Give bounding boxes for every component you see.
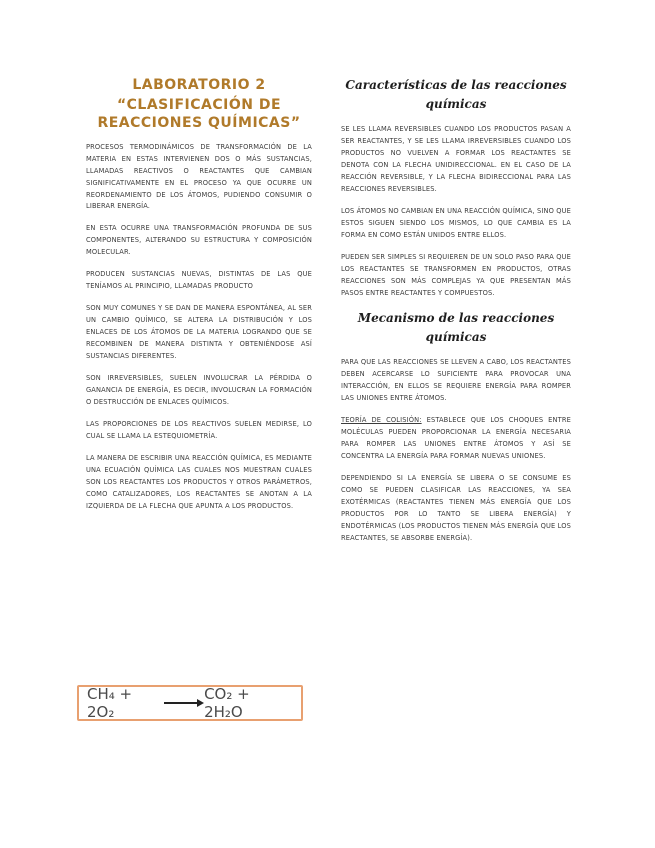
- lab-title: LABORATORIO 2: [132, 77, 266, 93]
- collision-theory-text: ESTABLECE QUE LOS CHOQUES ENTRE MOLÉCULAS PUEDEN PROPORCIONAR LA ENERGÍA NECESARIA PARA ROMPER LAS UNIONES ENTRE ÁTOMOS Y ASÍ SE CONCENTRA LA ENERGÍA PARA FORMAR NUEVAS UNIONES.: [341, 415, 571, 461]
- left-paragraph-4: SON MUY COMUNES Y SE DAN DE MANERA ESPONTÁNEA, AL SER UN CAMBIO QUÍMICO, SE ALTERA LA DISTRIBUCIÓN Y LOS ENLACES DE LOS ÁTOMOS DE LA MATERIA LOGRANDO QUE SE RECOMBINEN DE MANERA DISTINTA Y OBTENIÉNDOSE ASÍ SUSTANCIAS DIFERENTES.: [86, 303, 312, 361]
- collision-theory-lead: TEORÍA DE COLISIÓN:: [341, 415, 422, 425]
- left-column: [86, 76, 312, 522]
- right-paragraph-2: LOS ÁTOMOS NO CAMBIAN EN UNA REACCIÓN QUÍMICA, SINO QUE ESTOS SIGUEN SIENDO LOS MISMOS, LO QUE CAMBIA ES LA FORMA EN COMO ESTÁN UNIDOS ENTRE ELLOS.: [341, 206, 571, 240]
- reaction-arrow-icon: [164, 698, 204, 708]
- lab-subtitle: “CLASIFICACIÓN DE REACCIONES QUÍMICAS”: [97, 97, 301, 132]
- equation-reactants: CH₄ + 2O₂: [87, 685, 133, 721]
- right-paragraph-6: DEPENDIENDO SI LA ENERGÍA SE LIBERA O SE CONSUME ES COMO SE PUEDEN CLASIFICAR LAS REACCIONES, YA SEA EXOTÉRMICAS (REACTANTES TIENEN MÁS ENERGÍA QUE LOS PRODUCTOS POR LO TANTO SE LIBERA ENERGÍA) Y ENDOTÉRMICAS (LOS PRODUCTOS TIENEN MÁS ENERGÍA QUE LOS REACTANTES, SE ABSORBE ENERGÍA).: [341, 473, 571, 542]
- chemical-equation-box: [77, 685, 303, 721]
- right-paragraph-1: SE LES LLAMA REVERSIBLES CUANDO LOS PRODUCTOS PASAN A SER REACTANTES, Y SE LES LLAMA IRREVERSIBLES CUANDO LOS PRODUCTOS NO VUELVEN A FORMAR LOS REACTANTES SE DENOTA CON LA FLECHA UNIDIRECCIONAL. EN EL CASO DE LA REACCIÓN REVERSIBLE, Y LA FLECHA BIDIRECCIONAL PARA LAS REACCIONES REVERSIBLES.: [341, 124, 571, 194]
- characteristics-heading: Características de las reacciones químicas: [345, 78, 567, 111]
- left-paragraph-2: EN ESTA OCURRE UNA TRANSFORMACIÓN PROFUNDA DE SUS COMPONENTES, ALTERANDO SU ESTRUCTURA Y COMPOSICIÓN MOLECULAR.: [86, 223, 312, 257]
- left-paragraph-7: LA MANERA DE ESCRIBIR UNA REACCIÓN QUÍMICA, ES MEDIANTE UNA ECUACIÓN QUÍMICA LAS CUALES NOS MUESTRAN CUALES SON LOS REACTANTES LOS PRODUCTOS Y OTROS PARÁMETROS, COMO CATALIZADORES, LOS REACTANTES SE ANOTAN A LA IZQUIERDA DE LA FLECHA QUE APUNTA A LOS PRODUCTOS.: [86, 453, 312, 511]
- left-paragraph-6: LAS PROPORCIONES DE LOS REACTIVOS SUELEN MEDIRSE, LO CUAL SE LLAMA LA ESTEQUIOMETRÍA.: [86, 419, 312, 441]
- left-paragraph-3: PRODUCEN SUSTANCIAS NUEVAS, DISTINTAS DE LAS QUE TENÍAMOS AL PRINCIPIO, LLAMADAS PRODUCTO: [86, 269, 312, 291]
- mechanism-heading: Mecanismo de las reacciones químicas: [357, 310, 555, 344]
- left-paragraph-5: SON IRREVERSIBLES, SUELEN INVOLUCRAR LA PÉRDIDA O GANANCIA DE ENERGÍA, ES DECIR, INVOLUCRAN LA FORMACIÓN O DESTRUCCIÓN DE ENLACES QUÍMICOS.: [86, 373, 312, 407]
- left-paragraph-1: PROCESOS TERMODINÁMICOS DE TRANSFORMACIÓN DE LA MATERIA EN ESTAS INTERVIENEN DOS O MÁS SUSTANCIAS, LLAMADAS REACTIVOS O REACTANTES QUE CAMBIAN SIGNIFICATIVAMENTE EN EL PROCESO YA QUE OCURRE UN REORDENAMIENTO DE LOS ÁTOMOS, PUDIENDO CONSUMIR O LIBERAR ENERGÍA.: [86, 141, 312, 211]
- right-column: [341, 76, 571, 554]
- right-paragraph-5: [341, 414, 571, 462]
- equation-products: CO₂ + 2H₂O: [204, 685, 250, 721]
- right-paragraph-4: PARA QUE LAS REACCIONES SE LLEVEN A CABO, LOS REACTANTES DEBEN ACERCARSE LO SUFICIENTE PARA PROVOCAR UNA INTERACCIÓN, EN ELLOS SE REQUIERE ENERGÍA PARA ROMPER LAS UNIONES ENTRE ÁTOMOS.: [341, 357, 571, 403]
- right-paragraph-3: PUEDEN SER SIMPLES SI REQUIEREN DE UN SOLO PASO PARA QUE LOS REACTANTES SE TRANSFORMEN EN PRODUCTOS, OTRAS REACCIONES SON MÁS COMPLEJAS YA QUE PRESENTAN MÁS PASOS ENTRE REACTANTES Y COMPUESTOS.: [341, 252, 571, 297]
